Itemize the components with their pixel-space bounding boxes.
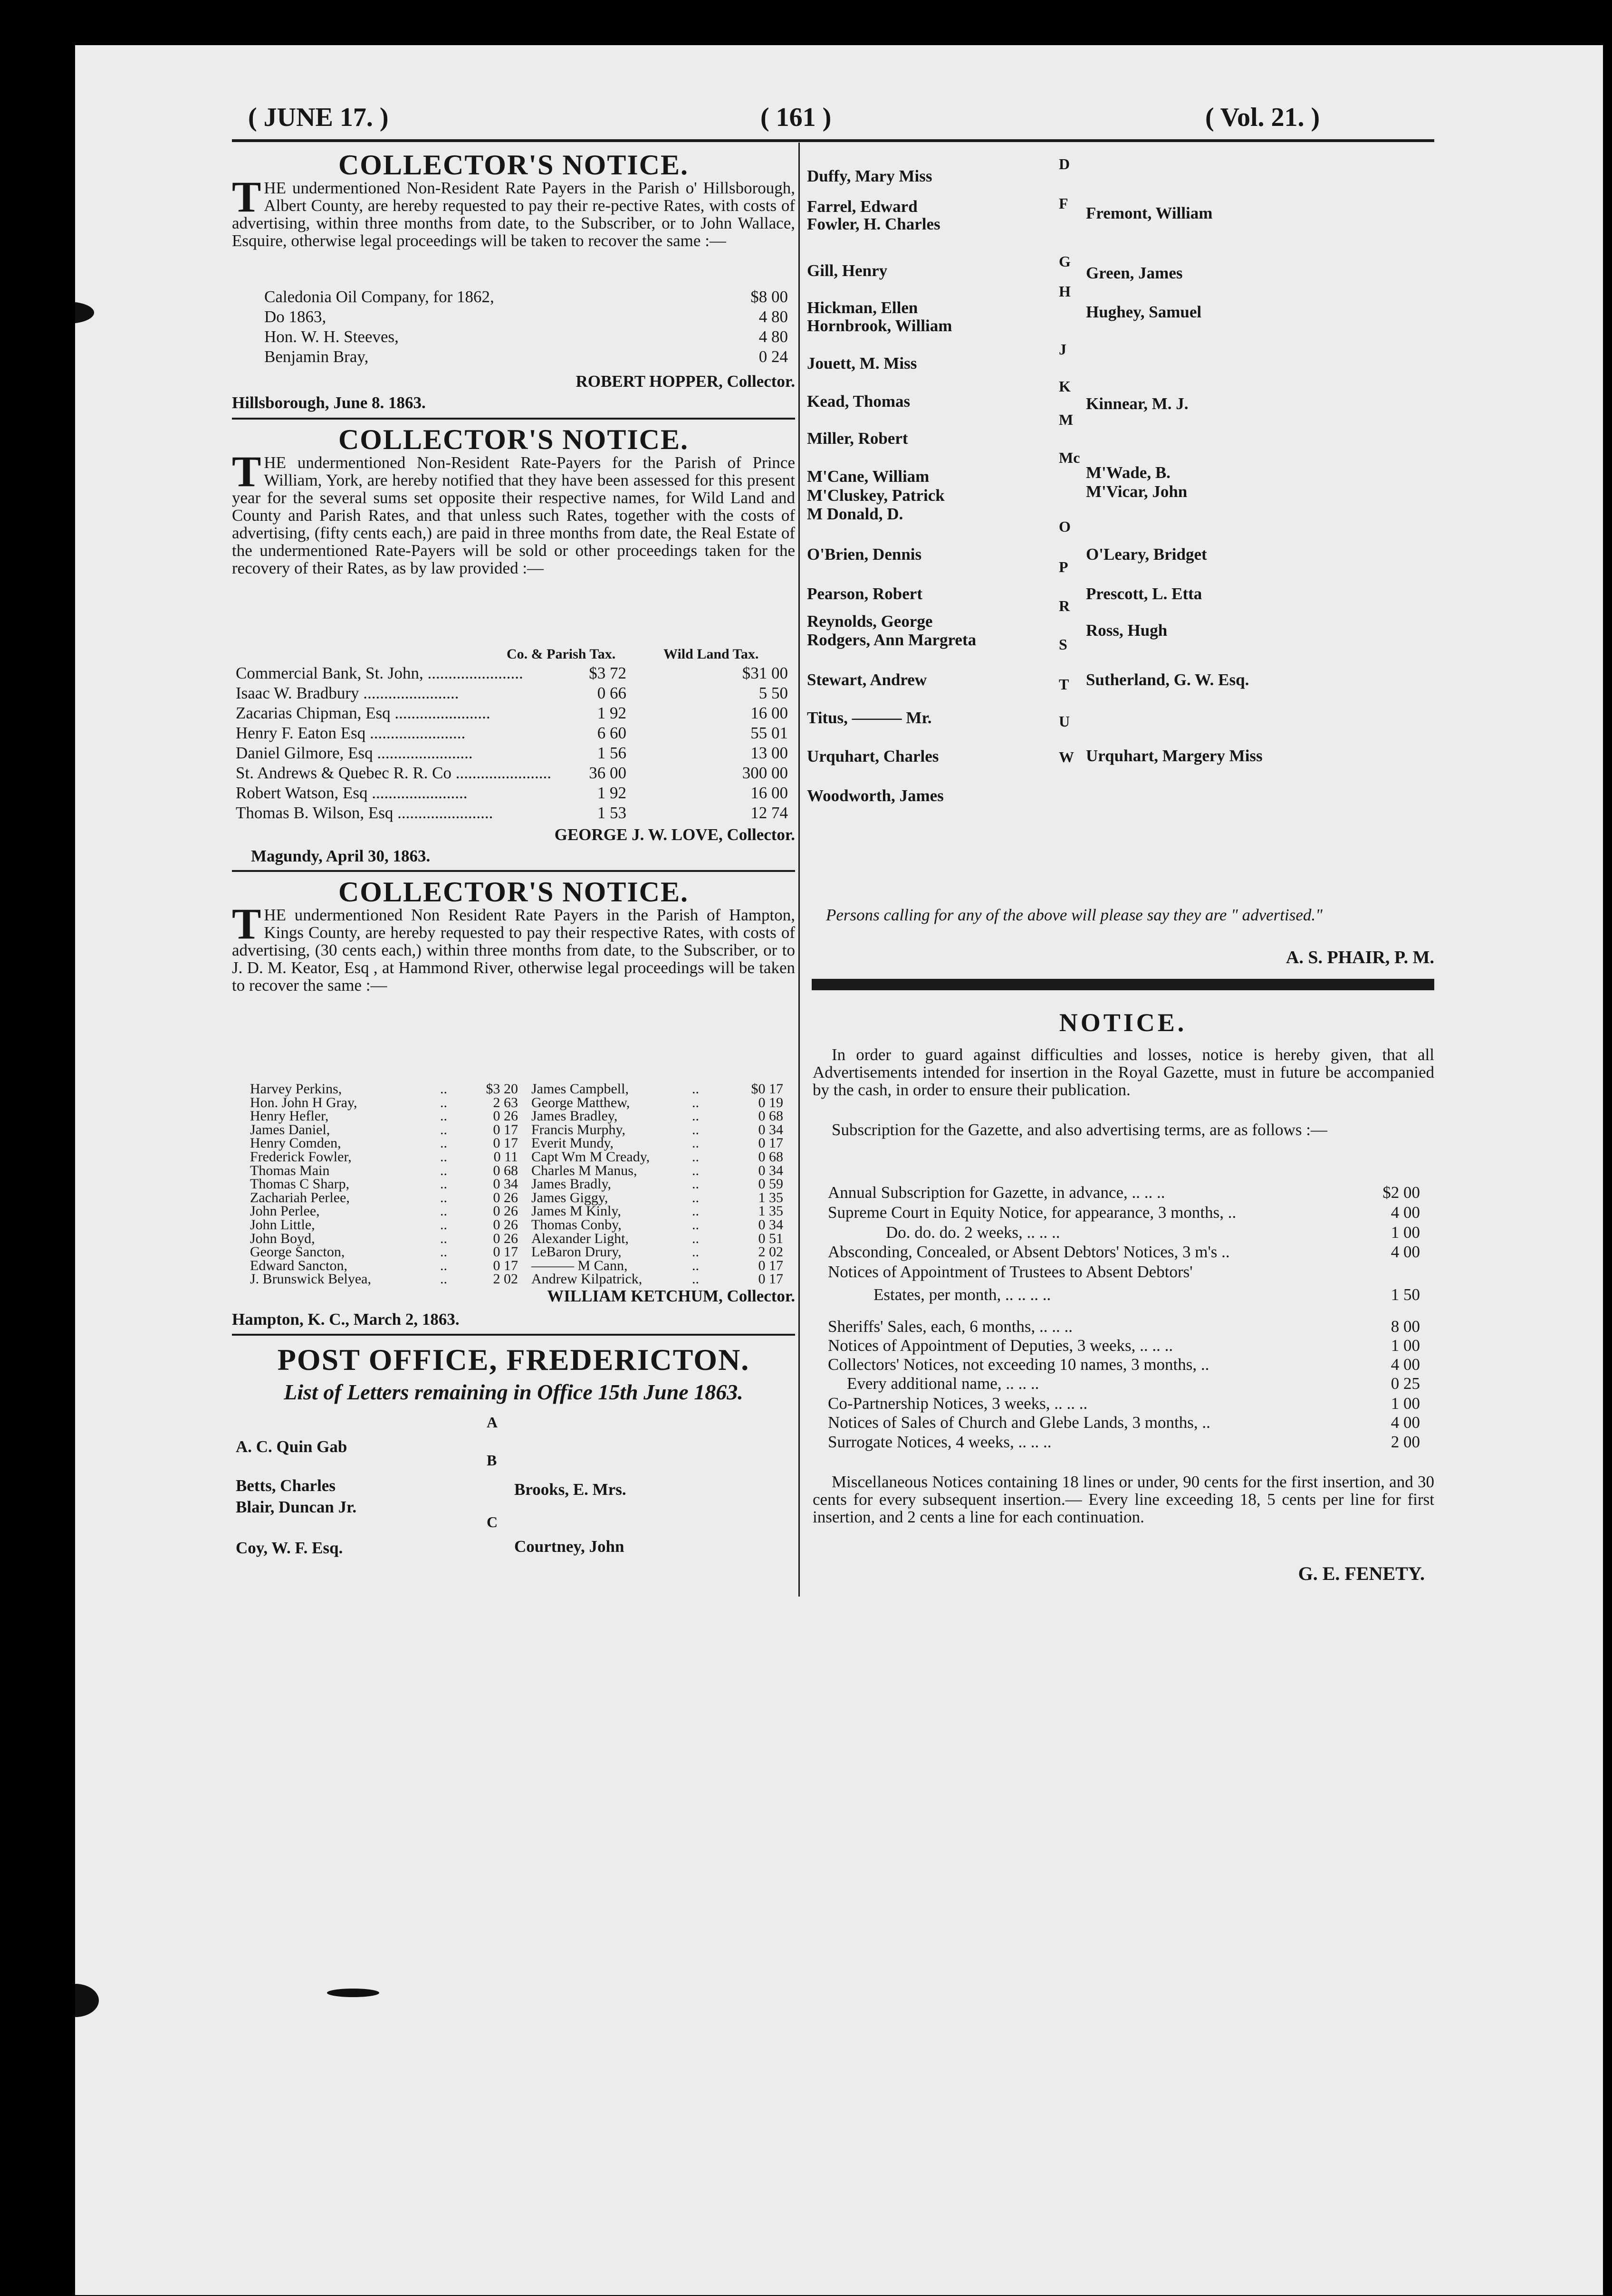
notice2-col2-header: Wild Land Tax. [663,646,759,662]
notice4-fee-label: Surrogate Notices, 4 weeks, .. .. .. [828,1433,1052,1451]
post-office-letter-name: Urquhart, Margery Miss [1086,746,1263,765]
post-office-section-letter: J [1059,341,1066,358]
notice4-title: NOTICE. [1059,1008,1187,1037]
notice3-right-name: Alexander Light, [531,1230,629,1246]
notice3-right-leader: .. [692,1257,699,1273]
notice3-right-leader: .. [692,1135,699,1151]
notice3-left-amount: 0 26 [493,1108,518,1124]
notice3-right-leader: .. [692,1217,699,1233]
post-office-letter-name: M'Cluskey, Patrick [807,486,945,505]
notice2-signature: GEORGE J. W. LOVE, Collector. [554,825,795,844]
notice1-row-name: Hon. W. H. Steeves, [264,327,399,346]
notice4-fee-amount: $2 00 [1382,1183,1420,1202]
notice3-left-leader: .. [440,1244,447,1260]
post-office-letter-name: Miller, Robert [807,429,908,448]
notice3-body: THE undermentioned Non Resident Rate Payers in the Parish of Hampton, Kings County, are hereby requested to pay their respective Rates, with costs of advertising, (30 cents each,) within three months from date, to the Subscriber, or to J. D. M. Keator, Esq , at Hammond River, otherwise legal proceedings will be taken to recover the same :— [232,899,795,995]
notice3-left-amount: 0 26 [493,1189,518,1205]
post-office-letter-name: Duffy, Mary Miss [807,167,932,185]
notice3-left-amount: 2 63 [493,1094,518,1110]
notice3-left-leader: .. [440,1257,447,1273]
notice4-fee-amount: 2 00 [1391,1433,1420,1451]
header-rule [232,139,1434,142]
notice2-row-tax: 1 56 [555,744,626,763]
notice3-right-name: James Giggy, [531,1189,608,1205]
notice4-fee-amount: 8 00 [1391,1317,1420,1336]
post-office-letter-name: O'Leary, Bridget [1086,545,1207,564]
notice4-fee-label: Sheriffs' Sales, each, 6 months, .. .. .. [828,1317,1073,1336]
notice4-fee-amount: 1 00 [1391,1394,1420,1413]
notice3-left-leader: .. [440,1162,447,1178]
notice3-right-name: James Campbell, [531,1081,629,1097]
notice3-right-amount: 0 17 [758,1135,783,1151]
notice3-left-leader: .. [440,1149,447,1165]
post-office-letter-name: Farrel, Edward [807,197,918,216]
notice2-row-tax: 1 53 [555,804,626,823]
ink-blot [327,1989,379,1997]
notice1-row-amount: 4 80 [758,327,788,346]
notice3-left-leader: .. [440,1135,447,1151]
post-office-letter-name: M Donald, D. [807,505,903,523]
notice3-left-leader: .. [440,1189,447,1205]
post-office-letter-name: Rodgers, Ann Margreta [807,631,977,649]
notice3-left-amount: $3 20 [486,1081,518,1097]
notice3-left-leader: .. [440,1081,447,1097]
notice4-fee-label: Annual Subscription for Gazette, in advance, .. .. .. [828,1183,1165,1202]
notice3-left-leader: .. [440,1176,447,1192]
notice3-left-name: Frederick Fowler, [250,1149,352,1165]
post-office-section-letter: O [1059,518,1071,535]
notice3-signature: WILLIAM KETCHUM, Collector. [547,1287,795,1305]
notice3-left-amount: 0 17 [493,1257,518,1273]
notice3-left-leader: .. [440,1271,447,1287]
notice3-right-leader: .. [692,1108,699,1124]
post-office-section-letter: D [1059,155,1070,172]
notice3-left-name: Zachariah Perlee, [250,1189,350,1205]
notice2-row-wild: 300 00 [742,764,788,782]
notice4-para2: Subscription for the Gazette, and also advertising terms, are as follows :— [832,1120,1327,1139]
notice3-right-name: ——— M Cann, [531,1257,628,1273]
notice4-para1: In order to guard against difficulties and losses, notice is hereby given, that all Advertisements intended for insertion in the Royal Gazette, must in future be accompanied by the cash, in order to ensure their publication. [813,1045,1434,1099]
notice2-row-wild: 13 00 [750,744,788,762]
post-office-section-letter: C [487,1513,498,1531]
notice2-title: COLLECTOR'S NOTICE. [338,424,689,455]
post-office-signature: A. S. PHAIR, P. M. [1286,947,1434,967]
notice3-right-leader: .. [692,1149,699,1165]
notice4-fee-label: Notices of Appointment of Trustees to Absent Debtors' [828,1263,1193,1281]
notice4-fee-label: Do. do. do. 2 weeks, .. .. .. [886,1223,1060,1242]
notice3-right-amount: $0 17 [751,1081,783,1097]
post-office-section-letter: G [1059,253,1071,270]
notice3-place-date: Hampton, K. C., March 2, 1863. [232,1310,460,1329]
notice3-right-leader: .. [692,1244,699,1260]
notice2-row-tax: 36 00 [555,764,626,783]
column-divider [798,143,800,1597]
newspaper-page [75,45,1603,2295]
notice3-right-name: LeBaron Drury, [531,1244,622,1260]
notice2-row-name: Daniel Gilmore, Esq ....................... [236,744,473,762]
notice3-right-leader: .. [692,1121,699,1138]
notice3-right-name: George Matthew, [531,1094,630,1110]
post-office-section-letter: T [1059,676,1069,693]
post-office-letter-name: Pearson, Robert [807,584,923,603]
post-office-letter-name: Sutherland, G. W. Esq. [1086,670,1249,689]
post-office-letter-name: Kinnear, M. J. [1086,394,1189,413]
notice3-right-amount: 2 02 [758,1244,783,1260]
notice2-row-tax: 6 60 [555,724,626,743]
notice3-left-amount: 0 26 [493,1217,518,1233]
notice4-fee-label: Notices of Appointment of Deputies, 3 weeks, .. .. .. [828,1336,1173,1355]
notice2-row-name: Isaac W. Bradbury ....................... [236,684,459,702]
notice1-signature: ROBERT HOPPER, Collector. [576,372,795,391]
notice2-row-name: St. Andrews & Quebec R. R. Co ....................... [236,764,552,782]
header-date: ( JUNE 17. ) [248,103,389,132]
notice1-body: THE undermentioned Non-Resident Rate Payers in the Parish o' Hillsborough, Albert County, are hereby requested to pay their re-pective Rates, with costs of advertising, within three months from date, to the Subscriber, or to John Wallace, Esquire, otherwise legal proceedings will be taken to recover the same :— [232,172,795,250]
notice3-right-amount: 0 51 [758,1230,783,1246]
post-office-letter-name: Green, James [1086,264,1183,282]
notice4-fee-label: Co-Partnership Notices, 3 weeks, .. .. .. [828,1394,1088,1413]
post-office-letter-name: Hughey, Samuel [1086,303,1202,321]
post-office-section-letter: B [487,1452,497,1469]
notice3-right-amount: 0 19 [758,1094,783,1110]
post-office-letter-name: Courtney, John [514,1537,624,1556]
post-office-section-letter: R [1059,597,1070,614]
notice3-right-name: Charles M Manus, [531,1162,637,1178]
notice2-row-tax: 1 92 [555,784,626,803]
notice3-left-amount: 0 17 [493,1244,518,1260]
notice4-fee-amount: 4 00 [1391,1355,1420,1374]
notice3-right-leader: .. [692,1094,699,1110]
post-office-letter-name: M'Cane, William [807,467,930,486]
notice3-right-leader: .. [692,1162,699,1178]
notice1-row-name: Caledonia Oil Company, for 1862, [264,287,494,306]
notice4-fee-amount: 4 00 [1391,1243,1420,1261]
notice3-left-amount: 0 17 [493,1135,518,1151]
post-office-letter-name: Hickman, Ellen [807,298,918,317]
notice3-right-amount: 0 17 [758,1271,783,1287]
notice3-right-amount: 1 35 [758,1189,783,1205]
notice3-left-name: Henry Comden, [250,1135,341,1151]
notice3-left-name: James Daniel, [250,1121,330,1138]
notice3-left-amount: 0 17 [493,1121,518,1138]
post-office-letter-name: O'Brien, Dennis [807,545,922,564]
notice2-row-name: Zacarias Chipman, Esq ....................... [236,704,490,722]
notice3-left-name: John Perlee, [250,1203,320,1219]
post-office-section-letter: W [1059,748,1074,765]
notice3-right-leader: .. [692,1189,699,1205]
notice3-left-name: John Little, [250,1217,315,1233]
post-office-letter-name: Hornbrook, William [807,316,952,335]
notice4-fee-label: Absconding, Concealed, or Absent Debtors' Notices, 3 m's .. [828,1243,1230,1261]
notice3-left-amount: 0 26 [493,1230,518,1246]
notice3-left-amount: 2 02 [493,1271,518,1287]
notice2-row-wild: 16 00 [750,704,788,722]
notice3-right-name: Francis Murphy, [531,1121,626,1138]
notice2-dropcap: T [232,447,261,496]
notice4-fee-label: Estates, per month, .. .. .. .. [873,1285,1051,1304]
post-office-footer: Persons calling for any of the above will please say they are " advertised." [826,906,1323,924]
notice3-left-name: Henry Hefler, [250,1108,329,1124]
notice1-rule [232,418,795,420]
notice3-left-amount: 0 11 [493,1149,518,1165]
notice4-fee-amount: 4 00 [1391,1203,1420,1222]
notice3-left-leader: .. [440,1203,447,1219]
notice3-left-name: John Boyd, [250,1230,315,1246]
post-office-letter-name: M'Wade, B. [1086,463,1171,482]
post-office-section-letter: A [487,1414,498,1431]
notice2-row-tax: 1 92 [555,704,626,723]
notice3-right-amount: 0 34 [758,1121,783,1138]
notice2-row-wild: 55 01 [750,724,788,742]
notice2-row-name: Robert Watson, Esq ....................... [236,784,468,802]
post-office-letter-name: Ross, Hugh [1086,621,1168,640]
post-office-letter-name: M'Vicar, John [1086,482,1188,501]
notice3-right-name: James Bradley, [531,1108,618,1124]
notice4-fee-amount: 0 25 [1391,1374,1420,1393]
notice3-left-name: Thomas Main [250,1162,330,1178]
notice3-left-leader: .. [440,1230,447,1246]
notice3-title: COLLECTOR'S NOTICE. [338,876,689,908]
notice2-row-tax: 0 66 [555,684,626,703]
notice4-para3: Miscellaneous Notices containing 18 lines or under, 90 cents for the first insertion, and 30 cents for every subsequent insertion.— Every line exceeding 18, 5 cents per line for first insertion, and 2 cents a line for each continuation. [813,1473,1434,1526]
notice2-row-wild: 5 50 [758,684,788,702]
post-office-letter-name: A. C. Quin Gab [236,1437,347,1456]
notice1-dropcap: T [232,172,261,221]
notice4-fee-amount: 4 00 [1391,1413,1420,1432]
notice3-left-amount: 0 34 [493,1176,518,1192]
notice3-right-leader: .. [692,1203,699,1219]
notice2-body: THE undermentioned Non-Resident Rate-Payers for the Parish of Prince William, York, are hereby notified that they have been assessed for this present year for the several sums set opposite their respective names, for Wild Land and County and Parish Rates, and that unless such Rates, together with the costs of advertising, (fifty cents each,) are paid in three months from date, the Real Estate of the undermentioned Rate-Payers will be sold or other proceedings taken for the recovery of their Rates, as by law provided :— [232,447,795,577]
notice2-row-name: Henry F. Eaton Esq ....................... [236,724,466,742]
notice2-rule [232,870,795,872]
notice2-row-wild: 12 74 [750,804,788,822]
post-office-section-letter: K [1059,378,1071,395]
post-office-title: POST OFFICE, FREDERICTON. [277,1343,750,1377]
notice3-right-amount: 1 35 [758,1203,783,1219]
post-office-letter-name: Coy, W. F. Esq. [236,1539,343,1557]
header-volume: ( Vol. 21. ) [1205,103,1320,132]
post-office-letter-name: Blair, Duncan Jr. [236,1498,357,1516]
notice2-place-date: Magundy, April 30, 1863. [251,847,431,865]
notice3-left-amount: 0 26 [493,1203,518,1219]
notice3-right-leader: .. [692,1081,699,1097]
post-office-letter-name: Woodworth, James [807,786,944,805]
notice3-left-leader: .. [440,1121,447,1138]
notice3-right-leader: .. [692,1230,699,1246]
notice4-fee-label: Supreme Court in Equity Notice, for appearance, 3 months, .. [828,1203,1237,1222]
notice2-row-name: Commercial Bank, St. John, ....................... [236,664,523,682]
notice3-left-name: Hon. John H Gray, [250,1094,357,1110]
notice3-right-name: Andrew Kilpatrick, [531,1271,643,1287]
post-office-section-letter: S [1059,636,1067,653]
header-page-number: ( 161 ) [760,103,832,132]
post-office-section-letter: F [1059,195,1068,212]
notice1-row-amount: 4 80 [758,307,788,326]
post-office-section-letter: P [1059,558,1068,575]
ink-blot [75,1984,99,2017]
notice4-heavy-rule [812,979,1434,990]
notice3-left-amount: 0 68 [493,1162,518,1178]
post-office-letter-name: Urquhart, Charles [807,747,939,765]
ink-blot [75,302,94,324]
notice1-row-amount: 0 24 [758,347,788,366]
notice2-row-wild: $31 00 [742,664,788,682]
notice4-fee-amount: 1 50 [1391,1285,1420,1304]
notice2-row-wild: 16 00 [750,784,788,802]
post-office-letter-name: Titus, ——— Mr. [807,708,932,727]
notice3-right-amount: 0 68 [758,1108,783,1124]
notice2-row-name: Thomas B. Wilson, Esq ....................... [236,804,493,822]
notice3-right-name: Everit Mundy, [531,1135,614,1151]
post-office-letter-name: Reynolds, George [807,612,933,631]
post-office-letter-name: Stewart, Andrew [807,670,927,689]
post-office-section-letter: Mc [1059,449,1080,466]
notice4-fee-amount: 1 00 [1391,1223,1420,1242]
post-office-letter-name: Fowler, H. Charles [807,215,940,233]
notice3-left-leader: .. [440,1108,447,1124]
notice3-dropcap: T [232,899,261,948]
notice1-title: COLLECTOR'S NOTICE. [338,149,689,181]
post-office-subtitle: List of Letters remaining in Office 15th June 1863. [284,1380,743,1404]
post-office-letter-name: Fremont, William [1086,204,1213,222]
post-office-letter-name: Kead, Thomas [807,392,911,411]
notice4-fee-label: Every additional name, .. .. .. [847,1374,1039,1393]
post-office-letter-name: Prescott, L. Etta [1086,584,1202,603]
notice3-left-name: Harvey Perkins, [250,1081,342,1097]
post-office-letter-name: Gill, Henry [807,261,888,280]
notice3-right-amount: 0 59 [758,1176,783,1192]
notice4-signature: G. E. FENETY. [1298,1563,1425,1584]
notice3-right-amount: 0 17 [758,1257,783,1273]
notice3-right-amount: 0 34 [758,1217,783,1233]
notice3-right-leader: .. [692,1176,699,1192]
notice3-right-name: Thomas Conby, [531,1217,622,1233]
notice3-left-leader: .. [440,1217,447,1233]
notice3-rule [232,1334,795,1336]
notice3-left-leader: .. [440,1094,447,1110]
notice3-left-name: Edward Sancton, [250,1257,347,1273]
notice3-right-leader: .. [692,1271,699,1287]
notice4-fee-amount: 1 00 [1391,1336,1420,1355]
notice1-place-date: Hillsborough, June 8. 1863. [232,393,426,412]
post-office-letter-name: Betts, Charles [236,1476,336,1495]
notice1-row-amount: $8 00 [750,287,788,306]
post-office-letter-name: Brooks, E. Mrs. [514,1480,626,1499]
notice3-right-name: James Bradly, [531,1176,612,1192]
notice1-row-name: Benjamin Bray, [264,347,369,366]
notice4-fee-label: Notices of Sales of Church and Glebe Lands, 3 months, .. [828,1413,1210,1432]
post-office-letter-name: Jouett, M. Miss [807,354,917,373]
notice2-col1-header: Co. & Parish Tax. [507,646,616,662]
notice2-row-tax: $3 72 [555,664,626,683]
post-office-section-letter: U [1059,713,1070,730]
notice3-right-name: Capt Wm M Cready, [531,1149,650,1165]
notice3-right-amount: 0 34 [758,1162,783,1178]
notice3-left-name: J. Brunswick Belyea, [250,1271,371,1287]
notice3-left-name: Thomas C Sharp, [250,1176,350,1192]
notice4-fee-label: Collectors' Notices, not exceeding 10 names, 3 months, .. [828,1355,1209,1374]
notice1-row-name: Do 1863, [264,307,326,326]
notice3-right-name: James M Kinly, [531,1203,621,1219]
notice3-left-name: George Sancton, [250,1244,345,1260]
notice3-right-amount: 0 68 [758,1149,783,1165]
post-office-section-letter: H [1059,283,1071,300]
post-office-section-letter: M [1059,411,1074,428]
